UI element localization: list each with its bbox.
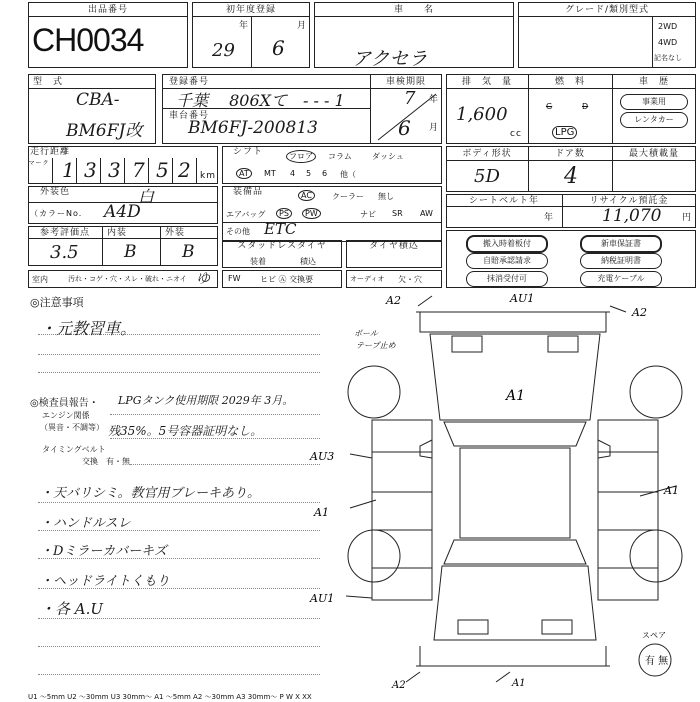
inspector-item: ・天バリシミ。教官用ブレーキあり。: [40, 486, 260, 501]
svg-text:AU1: AU1: [310, 592, 335, 605]
inspection-strike: [370, 88, 442, 144]
doors-value: 4: [564, 164, 578, 189]
type-line1: CBA-: [76, 90, 120, 110]
color-value: 白: [138, 187, 155, 206]
score-ref: 3.5: [50, 242, 79, 263]
svg-text:スペア: スペア: [642, 631, 666, 640]
car-damage-diagram: [310, 288, 700, 691]
recycle-value: 11,070: [602, 206, 662, 226]
body-value: 5D: [474, 166, 500, 187]
equipment-other: ETC: [264, 220, 297, 238]
svg-text:A1: A1: [664, 484, 679, 497]
svg-text:A2: A2: [632, 306, 647, 319]
type-label: 型 式: [32, 77, 63, 87]
svg-text:AU1: AU1: [510, 292, 535, 305]
notes-label: ◎注意事項: [30, 296, 84, 309]
first-reg-label: 初年度登録: [225, 5, 276, 15]
model-name: アクセラ: [352, 48, 428, 70]
bottom-legend: U1 ～5mm U2 ～30mm U3 30mm～ A1 ～5mm A2 ～30mm A3 30mm～ P W X XX: [28, 693, 312, 701]
inspector-item: ・ハンドルスレ: [40, 516, 131, 531]
score-int: B: [124, 242, 137, 262]
svg-text:A2: A2: [392, 680, 406, 691]
inspector-line1: LPGタンク使用期限 2029年 3月。: [118, 394, 294, 407]
inspector-item: ・ヘッドライトくもり: [40, 574, 170, 589]
inspector-item: ・Dミラーカバーキズ: [40, 544, 167, 559]
model-label: 車 名: [393, 5, 434, 15]
svg-text:A1: A1: [506, 388, 526, 404]
notes-text: ・元教習車。: [40, 319, 137, 338]
first-reg-year: 29: [212, 40, 235, 61]
fuel-selected: LPG: [552, 126, 577, 139]
lot-number: CH0034: [32, 22, 144, 58]
displacement-value: 1,600: [456, 104, 508, 125]
svg-text:有 無: 有 無: [645, 656, 669, 667]
svg-text:A1: A1: [314, 506, 329, 519]
svg-text:A1: A1: [512, 678, 526, 689]
svg-text:テープ止め: テープ止め: [356, 341, 396, 350]
chassis-number: BM6FJ-200813: [188, 118, 318, 138]
inspector-line2: 残35%。5号容器証明なし。: [108, 424, 263, 438]
reg-number: 千葉 806Xて - - - 1: [176, 91, 345, 110]
lot-label: 出品番号: [87, 5, 128, 15]
inspection-label: 車検期限: [385, 77, 426, 87]
svg-text:ポール: ポール: [354, 329, 378, 338]
color-code: A4D: [104, 202, 141, 222]
svg-text:AU3: AU3: [310, 450, 335, 463]
inspector-item: ・各 A.U: [40, 600, 104, 618]
svg-text:A2: A2: [386, 294, 401, 307]
grade-label: グレード/類別型式: [564, 5, 650, 15]
type-line2: BM6FJ改: [66, 121, 143, 141]
score-ext: B: [182, 242, 195, 262]
first-reg-month: 6: [272, 36, 285, 60]
inspector-label: ◎検査員報告・: [30, 398, 99, 409]
